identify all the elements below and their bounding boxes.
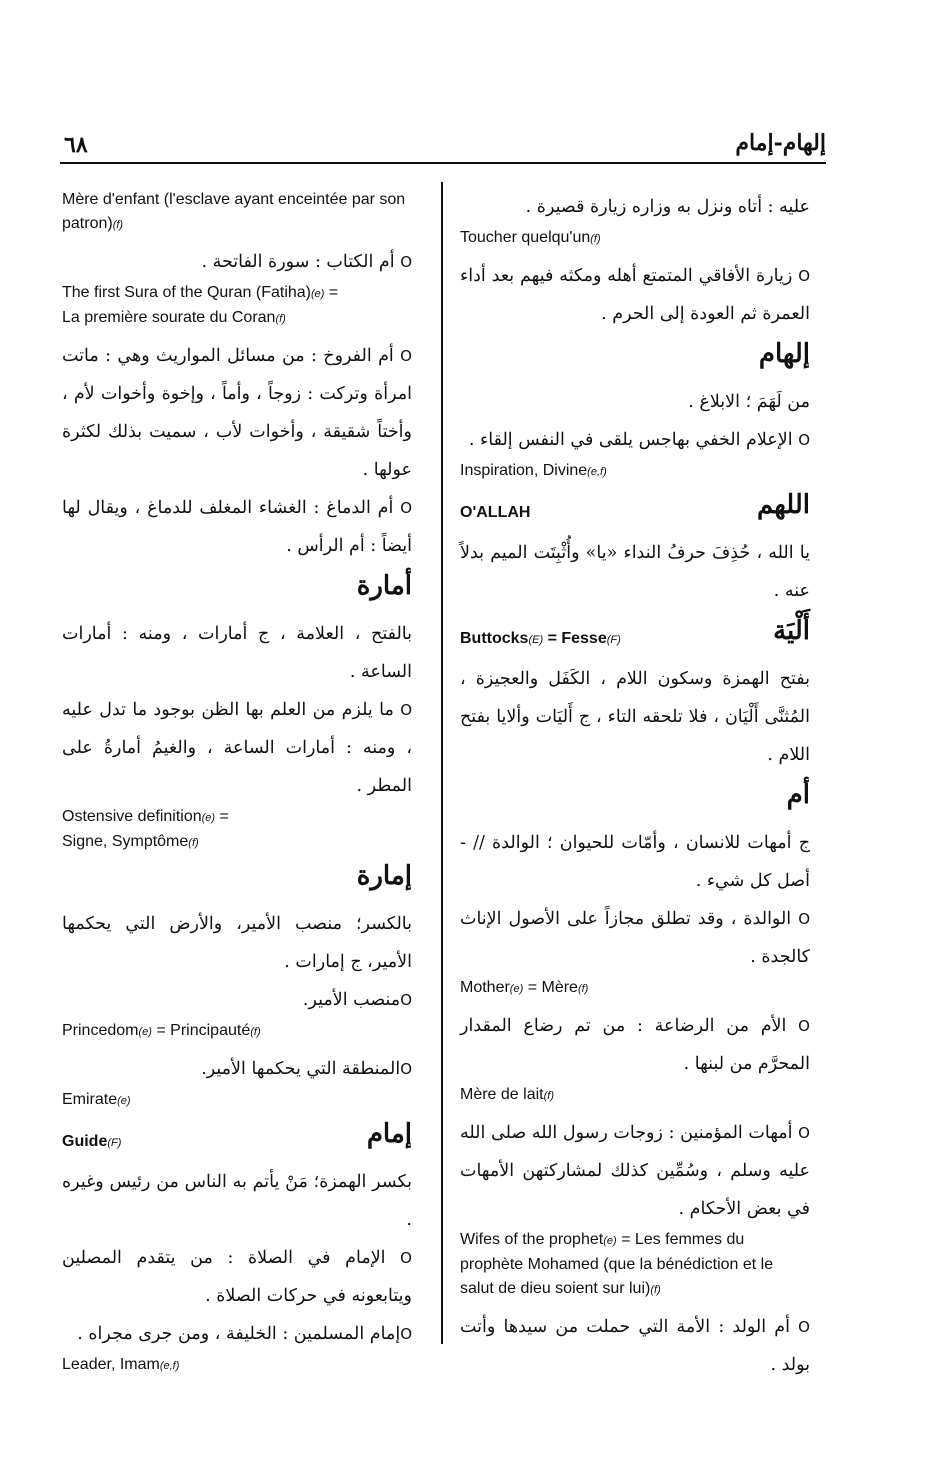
entry-text: بالكسر؛ منصب الأمير، والأرض التي يحكمها الأمير، ج إمارات . [62, 914, 412, 972]
translation: Wifes of the prophet(e) = Les femmes du prophète Mohamed (que la bénédiction et le salut de dieu soient sur lui)(f) [460, 1231, 774, 1297]
page-number: ٦٨ [64, 132, 88, 158]
page-header [60, 130, 826, 164]
entry-text: Oالمنطقة التي يحكمها الأمير. [201, 1059, 412, 1079]
entry-text: O ما يلزم من العلم بها الظن بوجود ما تدل عليه ، ومنه : أمارات الساعة ، والغيمُ أمارةُ على المطر . [62, 700, 412, 796]
running-title: إلهام-إمام [735, 130, 826, 156]
entry-text: Oمنصب الأمير. [302, 990, 412, 1010]
translation: Princedom(e) = Principauté(f) [62, 1022, 261, 1039]
translation: Inspiration, Divine(e,f) [460, 462, 607, 479]
entry-text: O أمهات المؤمنين : زوجات رسول الله صلى الله عليه وسلم ، وسُمِّين كذلك لمشاركتهن الأمهات في بعض الأحكام . [460, 1123, 810, 1219]
column-divider [441, 182, 443, 1344]
left-column [62, 188, 412, 1384]
headword-imam: إمام Guide(F) [62, 1119, 412, 1150]
headword-alya: أَلْيَة Buttocks(E) = Fesse(F) [460, 616, 810, 647]
entry-text: O أم الدماغ : الغشاء المغلف للدماغ ، ويقال لها أيضاً : أم الرأس . [62, 498, 412, 556]
translation: The first Sura of the Quran (Fatiha)(e) = La première sourate du Coran(f) [62, 284, 339, 326]
headword-allahumma: اللهم O'ALLAH [460, 490, 810, 521]
translation: Mère de lait(f) [460, 1086, 554, 1103]
entry-text: O أم الكتاب : سورة الفاتحة . [201, 252, 412, 272]
headword-imara: إمارة [356, 861, 412, 891]
entry-text: O الوالدة ، وقد تطلق مجازاً على الأصول الإناث كالجدة . [460, 909, 810, 967]
translation: Mother(e) = Mère(f) [460, 979, 589, 996]
entry-text: بفتح الهمزة وسكون اللام ، الكَفَل والعجيزة ، المُثنَّى أَلْيَان ، فلا تلحقه التاء ، ج أَليَات وألايا بفتح اللام . [460, 669, 810, 765]
entry-text: O الإمام في الصلاة : من يتقدم المصلين ويتابعونه في حركات الصلاة . [62, 1248, 412, 1306]
headword-ilham: إلهام [758, 339, 810, 369]
translation: Mère d'enfant (l'esclave ayant enceintée par son patron)(f) [62, 191, 406, 232]
entry-text: O الأم من الرضاعة : من تم رضاع المقدار المحرَّم من لبنها . [460, 1016, 810, 1074]
entry-text: يا الله ، حُذِفَ حرفُ النداء «يا» وأُثْبِتَت الميم بدلاً عنه . [460, 543, 810, 601]
entry-text: بالفتح ، العلامة ، ج أمارات ، ومنه : أمارات الساعة . [62, 624, 412, 682]
entry-text: O أم الولد : الأمة التي حملت من سيدها وأتت بولد . [460, 1317, 810, 1375]
right-column [460, 188, 810, 1384]
entry-text: بكسر الهمزة؛ مَنْ يأتم به الناس من رئيس وغيره . [62, 1172, 412, 1230]
translation: Ostensive definition(e) = Signe, Symptôme(f) [62, 808, 229, 850]
entry-text: عليه : أتاه ونزل به وزاره زيارة قصيرة . [525, 197, 810, 217]
entry-text: من لَهَمَ ؛ الابلاغ . [688, 392, 810, 412]
headword-amara: أمارة [356, 571, 412, 601]
entry-text: ج أمهات للانسان ، وأمّات للحيوان ؛ الوالدة // - أصل كل شيء . [460, 833, 810, 891]
entry-text: Oإمام المسلمين : الخليفة ، ومن جرى مجراه . [77, 1324, 412, 1344]
entry-text: O الإعلام الخفي بهاجس يلقى في النفس إلقاء . [468, 430, 810, 450]
translation: Leader, Imam(e,f) [62, 1356, 180, 1373]
entry-text: O زيارة الأفاقي المتمتع أهله ومكثه فيهم بعد أداء العمرة ثم العودة إلى الحرم . [460, 266, 810, 324]
headword-umm: أم [786, 780, 810, 810]
translation: Emirate(e) [62, 1091, 131, 1108]
entry-text: O أم الفروخ : من مسائل المواريث وهي : ماتت امرأة وتركت : زوجاً ، وأماً ، وإخوة وأخوات لأم ، وأختاً شقيقة ، وأخوات لأب ، سميت بذلك لكثرة عولها . [62, 346, 412, 480]
translation: Toucher quelqu'un(f) [460, 229, 601, 246]
